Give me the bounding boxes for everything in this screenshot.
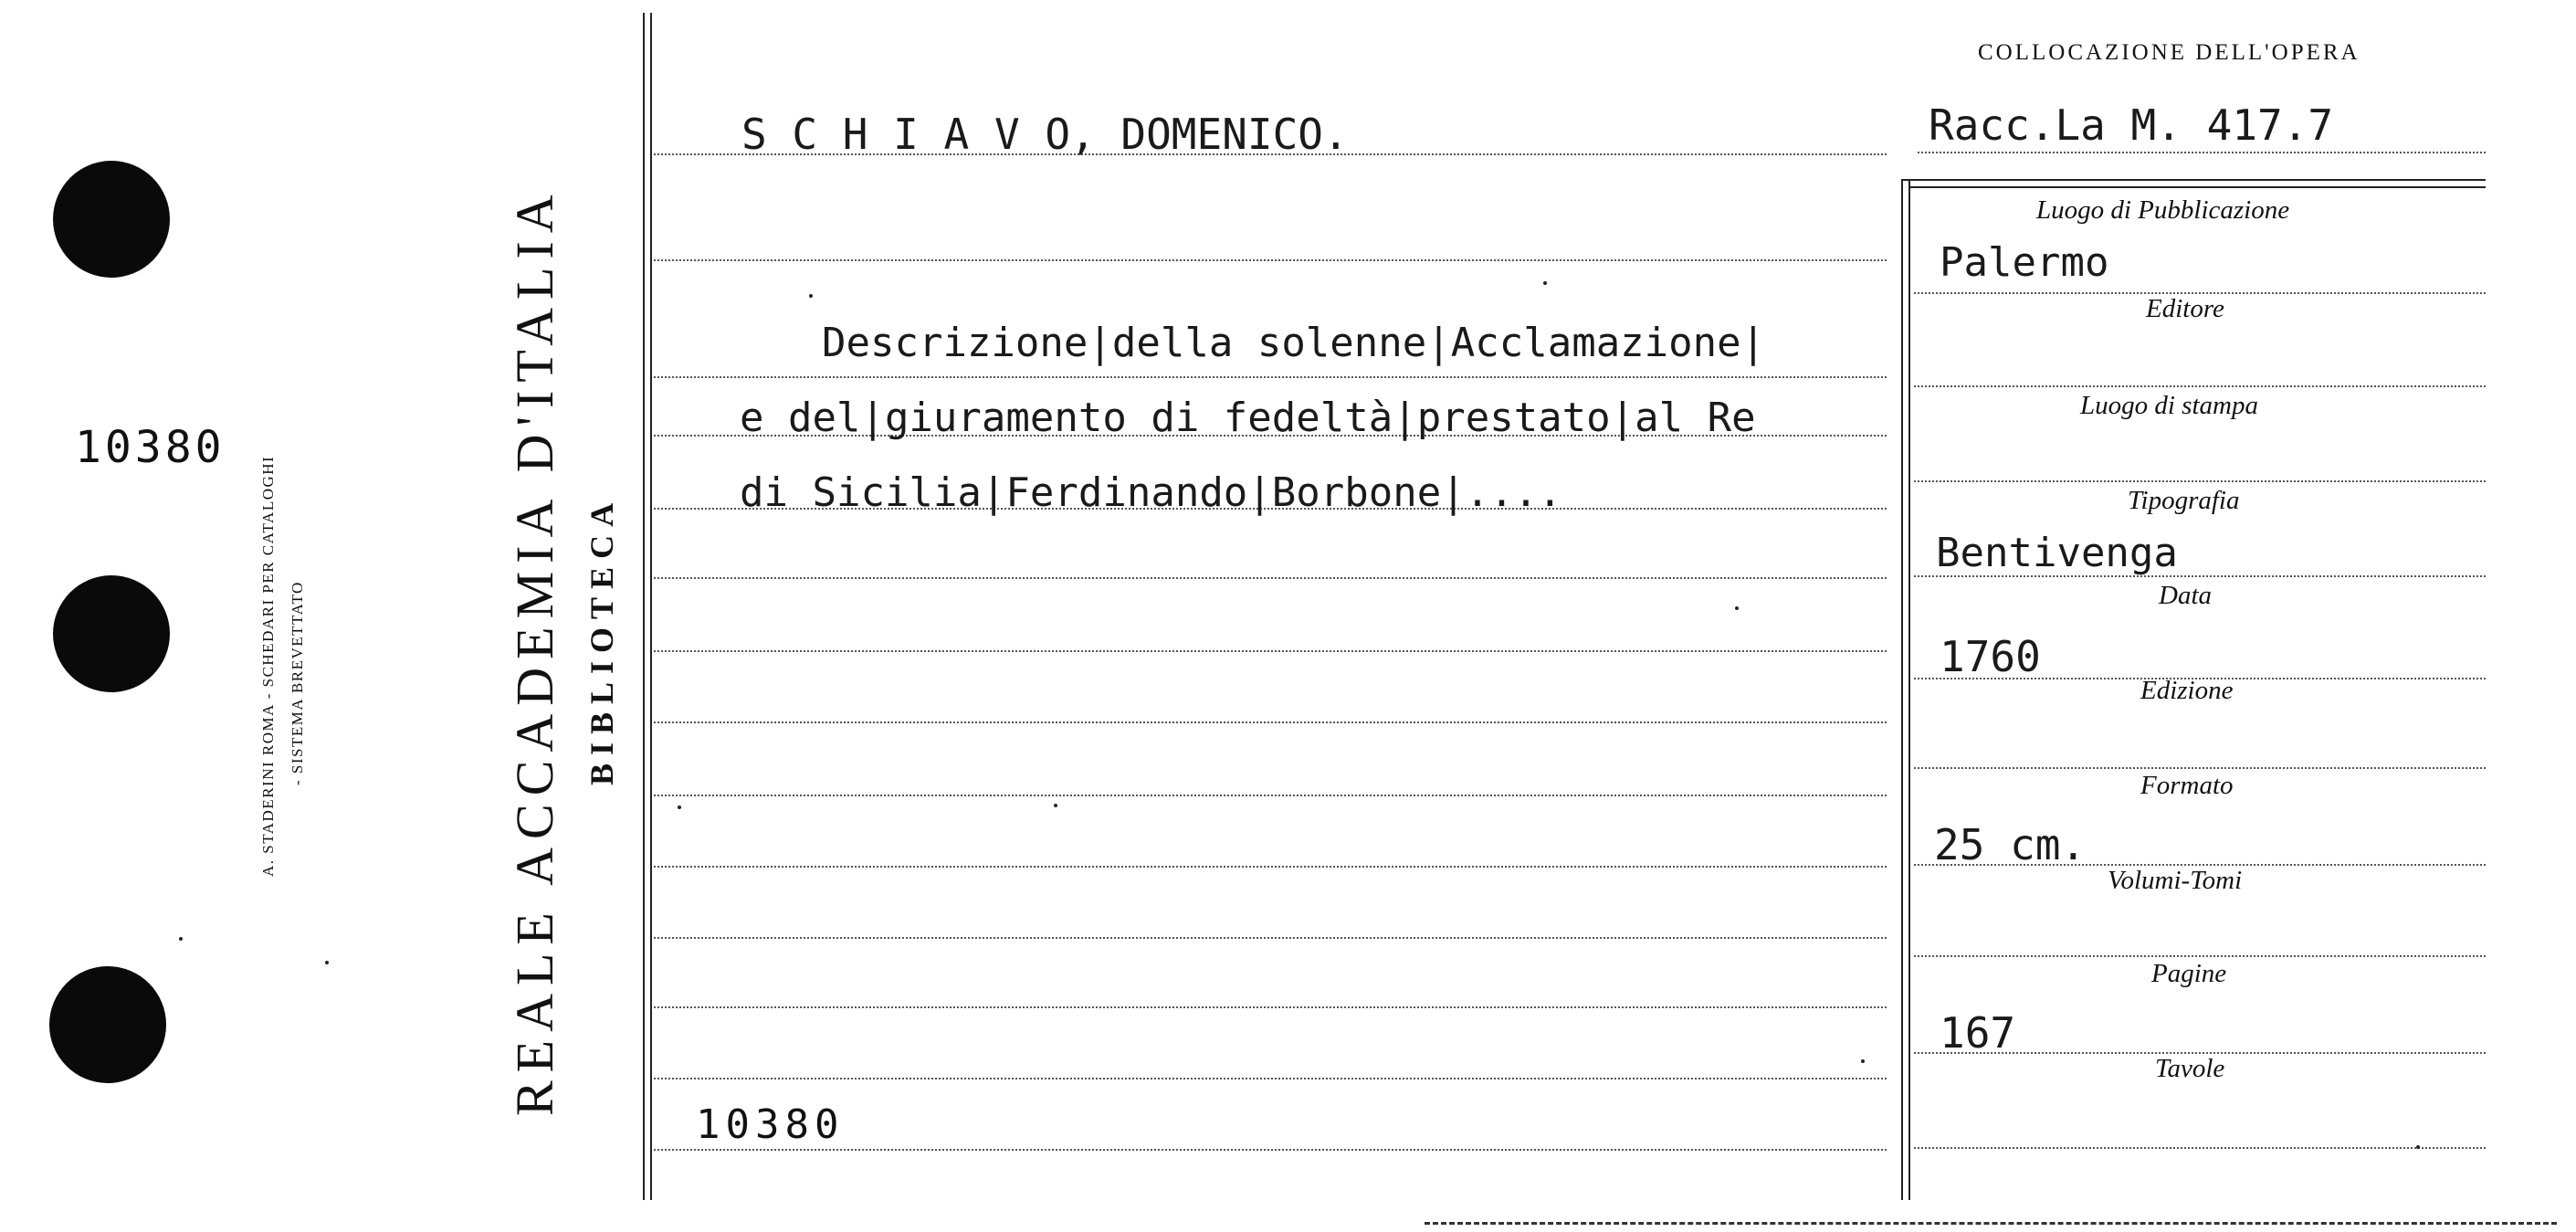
scan-speck bbox=[678, 806, 681, 809]
field-label-volumi-tomi: Volumi-Tomi bbox=[2108, 866, 2243, 895]
punch-hole-top bbox=[53, 161, 170, 278]
scan-speck bbox=[2416, 1145, 2420, 1149]
punch-hole-middle bbox=[53, 575, 170, 692]
rule-line bbox=[654, 937, 1887, 939]
field-label-pagine: Pagine bbox=[2151, 959, 2227, 988]
field-label-luogo-stampa: Luogo di stampa bbox=[2080, 391, 2258, 420]
collocation-heading: COLLOCAZIONE DELL'OPERA bbox=[1978, 40, 2360, 65]
field-label-tavole: Tavole bbox=[2155, 1054, 2225, 1083]
rule-line bbox=[654, 1078, 1887, 1079]
field-label-edizione: Edizione bbox=[2140, 676, 2234, 705]
right-box-top-rule-b bbox=[1908, 186, 2486, 188]
rule-line bbox=[654, 376, 1887, 378]
field-rule bbox=[1914, 767, 2486, 769]
rule-line bbox=[654, 1149, 1887, 1151]
rule-line bbox=[654, 795, 1887, 796]
scan-speck bbox=[325, 961, 329, 964]
rule-line bbox=[654, 650, 1887, 652]
field-label-data: Data bbox=[2159, 581, 2212, 610]
shelfmark-rule bbox=[1918, 152, 2486, 153]
rule-line bbox=[654, 866, 1887, 868]
field-rule bbox=[1914, 575, 2486, 577]
field-rule bbox=[1914, 955, 2486, 957]
bottom-edge-mark bbox=[1425, 1222, 2557, 1225]
rule-line bbox=[654, 259, 1887, 261]
left-double-rule-b bbox=[650, 13, 652, 1200]
left-catalog-number: 10380 bbox=[75, 422, 226, 473]
scan-speck bbox=[1735, 606, 1739, 610]
scan-speck bbox=[1054, 804, 1057, 807]
field-label-formato: Formato bbox=[2140, 771, 2234, 800]
rule-line bbox=[654, 1006, 1887, 1008]
scan-speck bbox=[179, 937, 183, 941]
field-label-tipografia: Tipografia bbox=[2128, 486, 2240, 515]
left-double-rule-a bbox=[643, 13, 645, 1200]
author-heading: S C H I A V O, DOMENICO. bbox=[741, 110, 1349, 159]
title-line-2: e del|giuramento di fedeltà|prestato|al Re bbox=[740, 395, 1756, 441]
field-rule bbox=[1914, 1147, 2486, 1149]
bottom-catalog-number: 10380 bbox=[696, 1101, 845, 1148]
scan-speck bbox=[1543, 281, 1547, 285]
right-box-rule-a bbox=[1901, 179, 1903, 1200]
field-value-luogo-pubblicazione: Palermo bbox=[1940, 239, 2109, 286]
scan-speck bbox=[1861, 1059, 1865, 1063]
field-value-tipografia: Bentivenga bbox=[1936, 530, 2178, 576]
field-rule bbox=[1914, 480, 2486, 482]
right-box-rule-b bbox=[1908, 179, 1910, 1200]
scan-speck bbox=[809, 294, 813, 298]
maker-imprint-line-1: A. STADERINI ROMA - SCHEDARI PER CATALOGHI bbox=[259, 455, 277, 877]
institution-title: REALE ACCADEMIA D'ITALIA bbox=[505, 186, 564, 1116]
maker-imprint-line-2: - SISTEMA BREVETTATO bbox=[289, 581, 306, 785]
library-title: BIBLIOTECA bbox=[584, 494, 620, 785]
rule-line bbox=[654, 721, 1887, 723]
right-box-top-rule-a bbox=[1901, 179, 2486, 181]
field-label-editore: Editore bbox=[2146, 294, 2224, 323]
punch-hole-bottom bbox=[49, 966, 166, 1083]
shelfmark: Racc.La M. 417.7 bbox=[1929, 100, 2334, 150]
rule-line bbox=[654, 577, 1887, 579]
field-value-pagine: 167 bbox=[1940, 1008, 2016, 1058]
field-value-formato: 25 cm. bbox=[1934, 820, 2087, 869]
field-value-data: 1760 bbox=[1940, 632, 2041, 681]
field-rule bbox=[1914, 385, 2486, 387]
title-line-3: di Sicilia|Ferdinando|Borbone|.... bbox=[740, 469, 1562, 516]
title-line-1: Descrizione|della solenne|Acclamazione| bbox=[822, 320, 1766, 366]
field-label-luogo-pubblicazione: Luogo di Pubblicazione bbox=[2036, 195, 2290, 225]
